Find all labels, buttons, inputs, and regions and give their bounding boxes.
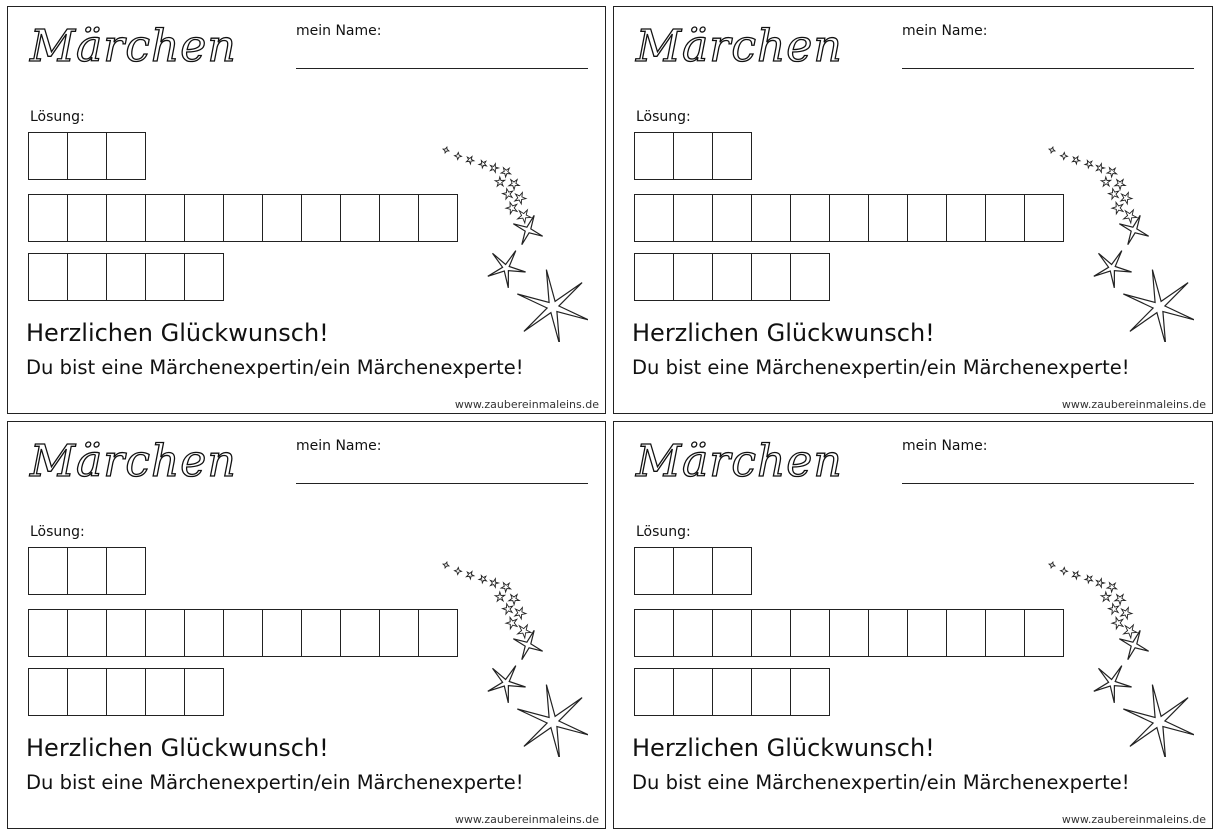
answer-box[interactable] bbox=[28, 547, 68, 595]
star-shape bbox=[488, 251, 526, 288]
answer-box[interactable] bbox=[67, 194, 107, 242]
star-shape bbox=[509, 180, 520, 190]
answer-box[interactable] bbox=[712, 132, 752, 180]
star-shape bbox=[1123, 685, 1194, 757]
answer-box[interactable] bbox=[28, 253, 68, 301]
answer-box[interactable] bbox=[712, 668, 752, 716]
star-shape bbox=[490, 579, 498, 588]
solution-row-1 bbox=[634, 132, 751, 180]
star-shape bbox=[1049, 147, 1055, 153]
answer-box[interactable] bbox=[907, 609, 947, 657]
star-shape bbox=[1085, 160, 1093, 168]
star-shape bbox=[1124, 210, 1137, 223]
solution-row-1 bbox=[28, 132, 145, 180]
star-shape bbox=[1121, 193, 1132, 204]
answer-box[interactable] bbox=[106, 253, 146, 301]
answer-box[interactable] bbox=[673, 547, 713, 595]
answer-box[interactable] bbox=[751, 253, 791, 301]
solution-label: Lösung: bbox=[636, 524, 691, 540]
name-line[interactable] bbox=[296, 68, 588, 69]
star-shape bbox=[466, 157, 474, 165]
answer-box[interactable] bbox=[145, 253, 185, 301]
card-title: Märchen bbox=[636, 21, 843, 72]
name-label: mein Name: bbox=[296, 438, 382, 454]
answer-box[interactable] bbox=[184, 194, 224, 242]
star-shape bbox=[1112, 202, 1123, 214]
answer-box[interactable] bbox=[868, 194, 908, 242]
answer-box[interactable] bbox=[184, 253, 224, 301]
magic-stars-icon bbox=[1034, 132, 1194, 342]
answer-box[interactable] bbox=[907, 194, 947, 242]
star-shape bbox=[1107, 168, 1117, 177]
answer-box[interactable] bbox=[673, 609, 713, 657]
answer-box[interactable] bbox=[301, 194, 341, 242]
answer-box[interactable] bbox=[673, 253, 713, 301]
answer-box[interactable] bbox=[145, 609, 185, 657]
answer-box[interactable] bbox=[634, 194, 674, 242]
answer-box[interactable] bbox=[67, 609, 107, 657]
star-shape bbox=[1101, 177, 1111, 186]
solution-row-2 bbox=[28, 194, 457, 242]
answer-box[interactable] bbox=[301, 609, 341, 657]
star-shape bbox=[501, 168, 511, 177]
name-line[interactable] bbox=[902, 68, 1194, 69]
solution-label: Lösung: bbox=[30, 524, 85, 540]
solution-row-2 bbox=[634, 194, 1063, 242]
solution-row-1 bbox=[28, 547, 145, 595]
answer-box[interactable] bbox=[379, 609, 419, 657]
answer-box[interactable] bbox=[751, 194, 791, 242]
answer-box[interactable] bbox=[634, 609, 674, 657]
star-shape bbox=[1119, 630, 1148, 659]
star-shape bbox=[1072, 572, 1080, 580]
answer-box[interactable] bbox=[946, 194, 986, 242]
answer-box[interactable] bbox=[106, 609, 146, 657]
star-shape bbox=[518, 625, 531, 638]
star-shape bbox=[1115, 595, 1126, 605]
star-shape bbox=[501, 583, 511, 592]
answer-box[interactable] bbox=[223, 194, 263, 242]
answer-box[interactable] bbox=[223, 609, 263, 657]
star-shape bbox=[1061, 153, 1068, 160]
answer-box[interactable] bbox=[106, 547, 146, 595]
answer-box[interactable] bbox=[28, 194, 68, 242]
answer-box[interactable] bbox=[28, 668, 68, 716]
star-shape bbox=[1109, 604, 1119, 614]
answer-box[interactable] bbox=[790, 609, 830, 657]
magic-stars-icon bbox=[428, 547, 588, 757]
certificate-card-2 bbox=[613, 6, 1213, 414]
star-shape bbox=[1085, 575, 1093, 583]
website-url: www.zaubereinmaleins.de bbox=[1061, 398, 1206, 411]
congrats-subtext: Du bist eine Märchenexpertin/ein Märchenexperte! bbox=[26, 771, 524, 794]
name-label: mein Name: bbox=[902, 23, 988, 39]
star-shape bbox=[1061, 568, 1068, 575]
answer-box[interactable] bbox=[712, 609, 752, 657]
answer-box[interactable] bbox=[673, 132, 713, 180]
solution-row-3 bbox=[634, 668, 829, 716]
card-title: Märchen bbox=[30, 436, 237, 487]
star-shape bbox=[455, 153, 462, 160]
answer-box[interactable] bbox=[790, 194, 830, 242]
answer-box[interactable] bbox=[379, 194, 419, 242]
congrats-heading: Herzlichen Glückwunsch! bbox=[26, 734, 329, 762]
answer-box[interactable] bbox=[28, 609, 68, 657]
answer-box[interactable] bbox=[67, 253, 107, 301]
star-shape bbox=[1094, 666, 1132, 703]
answer-box[interactable] bbox=[712, 194, 752, 242]
star-shape bbox=[515, 608, 526, 619]
star-shape bbox=[495, 177, 505, 186]
star-shape bbox=[503, 604, 513, 614]
certificate-card-1 bbox=[7, 6, 606, 414]
answer-box[interactable] bbox=[634, 253, 674, 301]
magic-stars-icon bbox=[428, 132, 588, 342]
star-shape bbox=[506, 202, 517, 214]
answer-box[interactable] bbox=[262, 609, 302, 657]
answer-box[interactable] bbox=[106, 132, 146, 180]
name-line[interactable] bbox=[296, 483, 588, 484]
answer-box[interactable] bbox=[946, 609, 986, 657]
star-shape bbox=[513, 215, 542, 244]
star-shape bbox=[1123, 270, 1194, 342]
solution-row-2 bbox=[634, 609, 1063, 657]
star-shape bbox=[1121, 608, 1132, 619]
congrats-subtext: Du bist eine Märchenexpertin/ein Märchenexperte! bbox=[632, 771, 1130, 794]
star-shape bbox=[509, 595, 520, 605]
solution-row-1 bbox=[634, 547, 751, 595]
answer-box[interactable] bbox=[985, 609, 1025, 657]
answer-box[interactable] bbox=[106, 194, 146, 242]
answer-box[interactable] bbox=[790, 668, 830, 716]
star-shape bbox=[518, 210, 531, 223]
certificate-card-4 bbox=[613, 421, 1213, 829]
website-url: www.zaubereinmaleins.de bbox=[454, 398, 599, 411]
magic-stars-icon bbox=[1034, 547, 1194, 757]
name-label: mein Name: bbox=[296, 23, 382, 39]
name-label: mein Name: bbox=[902, 438, 988, 454]
congrats-subtext: Du bist eine Märchenexpertin/ein Märchenexperte! bbox=[632, 356, 1130, 379]
answer-box[interactable] bbox=[829, 194, 869, 242]
star-shape bbox=[1096, 579, 1104, 588]
star-shape bbox=[515, 193, 526, 204]
answer-box[interactable] bbox=[28, 132, 68, 180]
answer-box[interactable] bbox=[145, 194, 185, 242]
answer-box[interactable] bbox=[673, 194, 713, 242]
star-shape bbox=[1101, 592, 1111, 601]
answer-box[interactable] bbox=[67, 132, 107, 180]
solution-row-2 bbox=[28, 609, 457, 657]
answer-box[interactable] bbox=[634, 547, 674, 595]
answer-box[interactable] bbox=[634, 668, 674, 716]
star-shape bbox=[479, 575, 487, 583]
website-url: www.zaubereinmaleins.de bbox=[454, 813, 599, 826]
solution-label: Lösung: bbox=[30, 109, 85, 125]
star-shape bbox=[513, 630, 542, 659]
solution-label: Lösung: bbox=[636, 109, 691, 125]
star-shape bbox=[455, 568, 462, 575]
answer-box[interactable] bbox=[712, 547, 752, 595]
star-shape bbox=[443, 562, 449, 568]
solution-row-3 bbox=[28, 668, 223, 716]
star-shape bbox=[1119, 215, 1148, 244]
answer-box[interactable] bbox=[262, 194, 302, 242]
star-shape bbox=[443, 147, 449, 153]
answer-box[interactable] bbox=[751, 609, 791, 657]
answer-box[interactable] bbox=[145, 668, 185, 716]
star-shape bbox=[517, 270, 588, 342]
answer-box[interactable] bbox=[673, 668, 713, 716]
card-title: Märchen bbox=[30, 21, 237, 72]
answer-box[interactable] bbox=[67, 668, 107, 716]
solution-row-3 bbox=[28, 253, 223, 301]
answer-box[interactable] bbox=[829, 609, 869, 657]
star-shape bbox=[506, 617, 517, 629]
name-line[interactable] bbox=[902, 483, 1194, 484]
website-url: www.zaubereinmaleins.de bbox=[1061, 813, 1206, 826]
congrats-heading: Herzlichen Glückwunsch! bbox=[26, 319, 329, 347]
congrats-subtext: Du bist eine Märchenexpertin/ein Märchenexperte! bbox=[26, 356, 524, 379]
answer-box[interactable] bbox=[340, 194, 380, 242]
answer-box[interactable] bbox=[184, 609, 224, 657]
star-shape bbox=[1072, 157, 1080, 165]
answer-box[interactable] bbox=[184, 668, 224, 716]
star-shape bbox=[466, 572, 474, 580]
star-shape bbox=[1109, 189, 1119, 199]
answer-box[interactable] bbox=[340, 609, 380, 657]
star-shape bbox=[1049, 562, 1055, 568]
answer-box[interactable] bbox=[712, 253, 752, 301]
star-shape bbox=[479, 160, 487, 168]
answer-box[interactable] bbox=[106, 668, 146, 716]
answer-box[interactable] bbox=[985, 194, 1025, 242]
star-shape bbox=[495, 592, 505, 601]
solution-row-3 bbox=[634, 253, 829, 301]
answer-box[interactable] bbox=[751, 668, 791, 716]
star-shape bbox=[1096, 164, 1104, 173]
star-shape bbox=[1115, 180, 1126, 190]
star-shape bbox=[490, 164, 498, 173]
star-shape bbox=[1112, 617, 1123, 629]
star-shape bbox=[1107, 583, 1117, 592]
star-shape bbox=[517, 685, 588, 757]
answer-box[interactable] bbox=[868, 609, 908, 657]
answer-box[interactable] bbox=[67, 547, 107, 595]
congrats-heading: Herzlichen Glückwunsch! bbox=[632, 734, 935, 762]
star-shape bbox=[488, 666, 526, 703]
star-shape bbox=[1094, 251, 1132, 288]
card-title: Märchen bbox=[636, 436, 843, 487]
congrats-heading: Herzlichen Glückwunsch! bbox=[632, 319, 935, 347]
certificate-card-3 bbox=[7, 421, 606, 829]
answer-box[interactable] bbox=[634, 132, 674, 180]
star-shape bbox=[503, 189, 513, 199]
answer-box[interactable] bbox=[790, 253, 830, 301]
star-shape bbox=[1124, 625, 1137, 638]
